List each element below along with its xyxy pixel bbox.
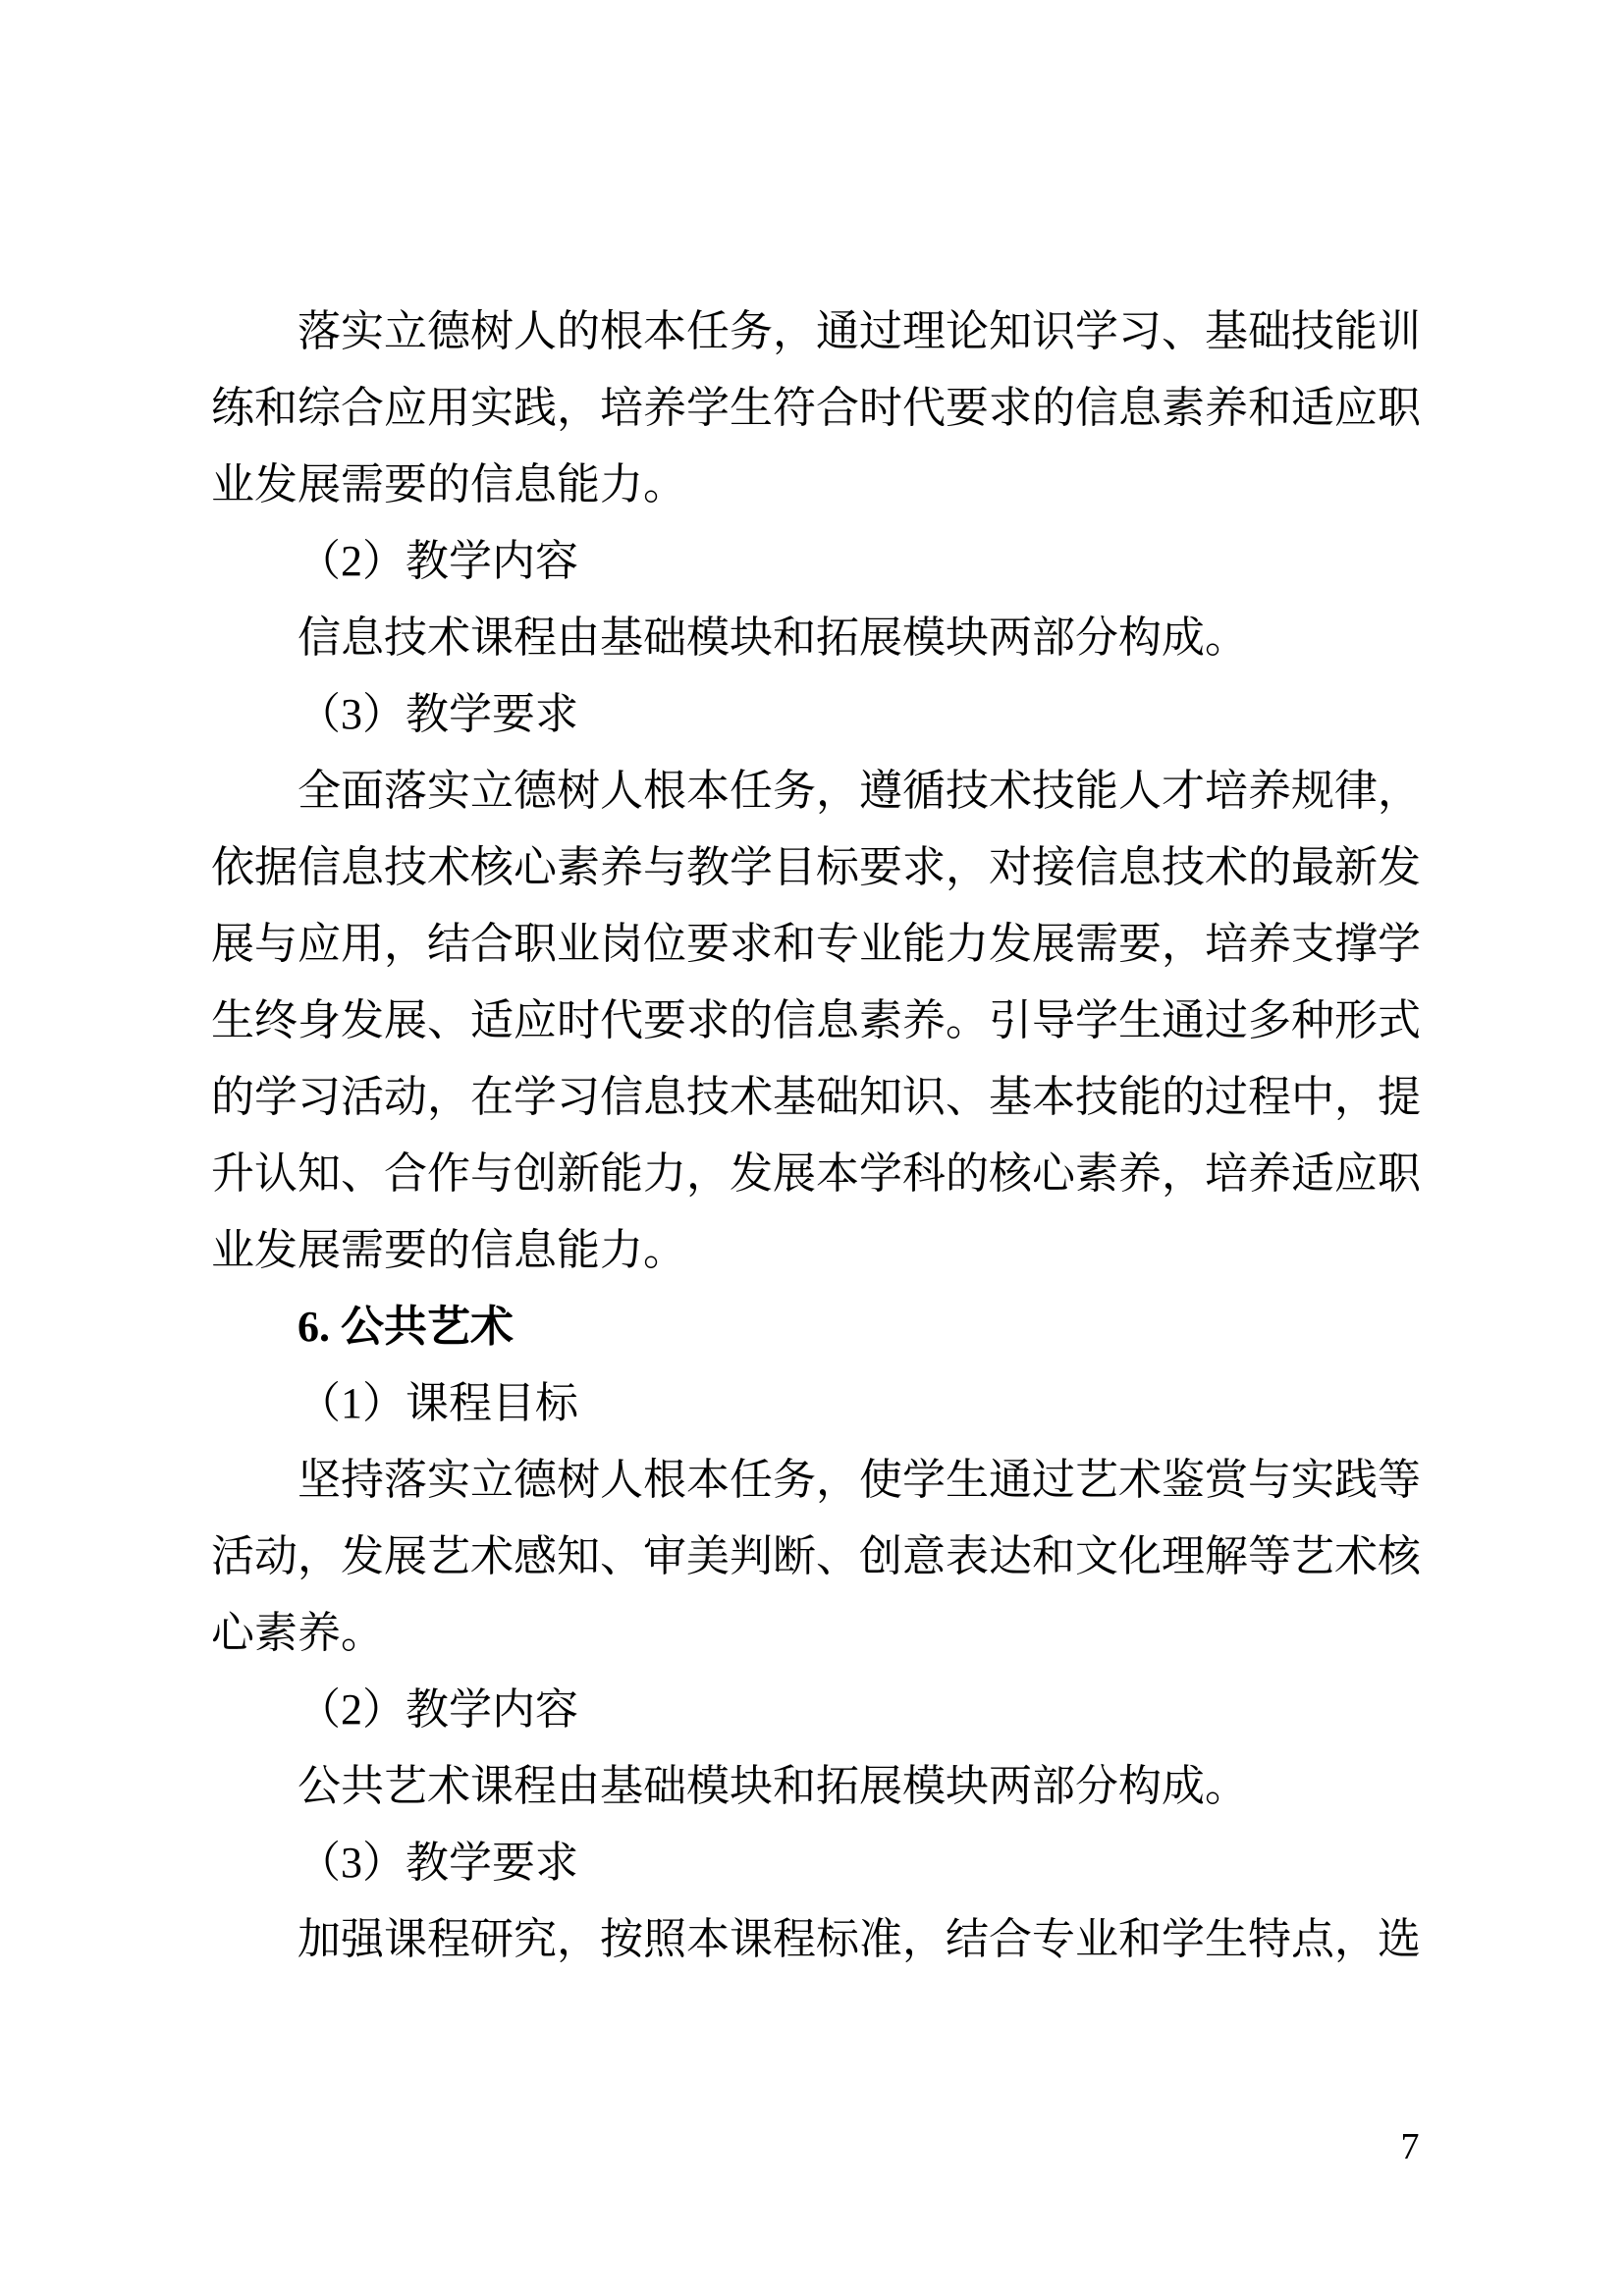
subheading-info-tech-teaching-content: （2）教学内容 xyxy=(298,537,578,585)
paragraph-public-art-modules: 公共艺术课程由基础模块和拓展模块两部分构成。 xyxy=(298,1762,1248,1810)
document-body xyxy=(211,294,1421,1978)
subheading-public-art-course-goal: （1）课程目标 xyxy=(298,1379,578,1427)
subheading-info-tech-teaching-requirements: （3）教学要求 xyxy=(298,690,578,738)
paragraph-info-tech-goal-tail: 落实立德树人的根本任务，通过理论知识学习、基础技能训练和综合应用实践，培养学生符合时代要求的信息素养和适应职业发展需要的信息能力。 xyxy=(211,307,1421,508)
section-heading-public-art: 6. 公共艺术 xyxy=(298,1303,514,1351)
page-number: 7 xyxy=(1400,2126,1420,2167)
paragraph-info-tech-modules: 信息技术课程由基础模块和拓展模块两部分构成。 xyxy=(298,614,1248,662)
subheading-public-art-teaching-content: （2）教学内容 xyxy=(298,1685,578,1734)
subheading-public-art-teaching-requirements: （3）教学要求 xyxy=(298,1839,578,1887)
paragraph-info-tech-requirements: 全面落实立德树人根本任务，遵循技术技能人才培养规律，依据信息技术核心素养与教学目标要求，对接信息技术的最新发展与应用，结合职业岗位要求和专业能力发展需要，培养支撑学生终身发展、适应时代要求的信息素养。引导学生通过多种形式的学习活动，在学习信息技术基础知识、基本技能的过程中，提升认知、合作与创新能力，发展本学科的核心素养，培养适应职业发展需要的信息能力。 xyxy=(211,767,1421,1274)
paragraph-public-art-goal: 坚持落实立德树人根本任务，使学生通过艺术鉴赏与实践等活动，发展艺术感知、审美判断、创意表达和文化理解等艺术核心素养。 xyxy=(211,1456,1421,1657)
paragraph-public-art-requirements: 加强课程研究，按照本课程标准，结合专业和学生特点，选 xyxy=(298,1915,1421,1963)
